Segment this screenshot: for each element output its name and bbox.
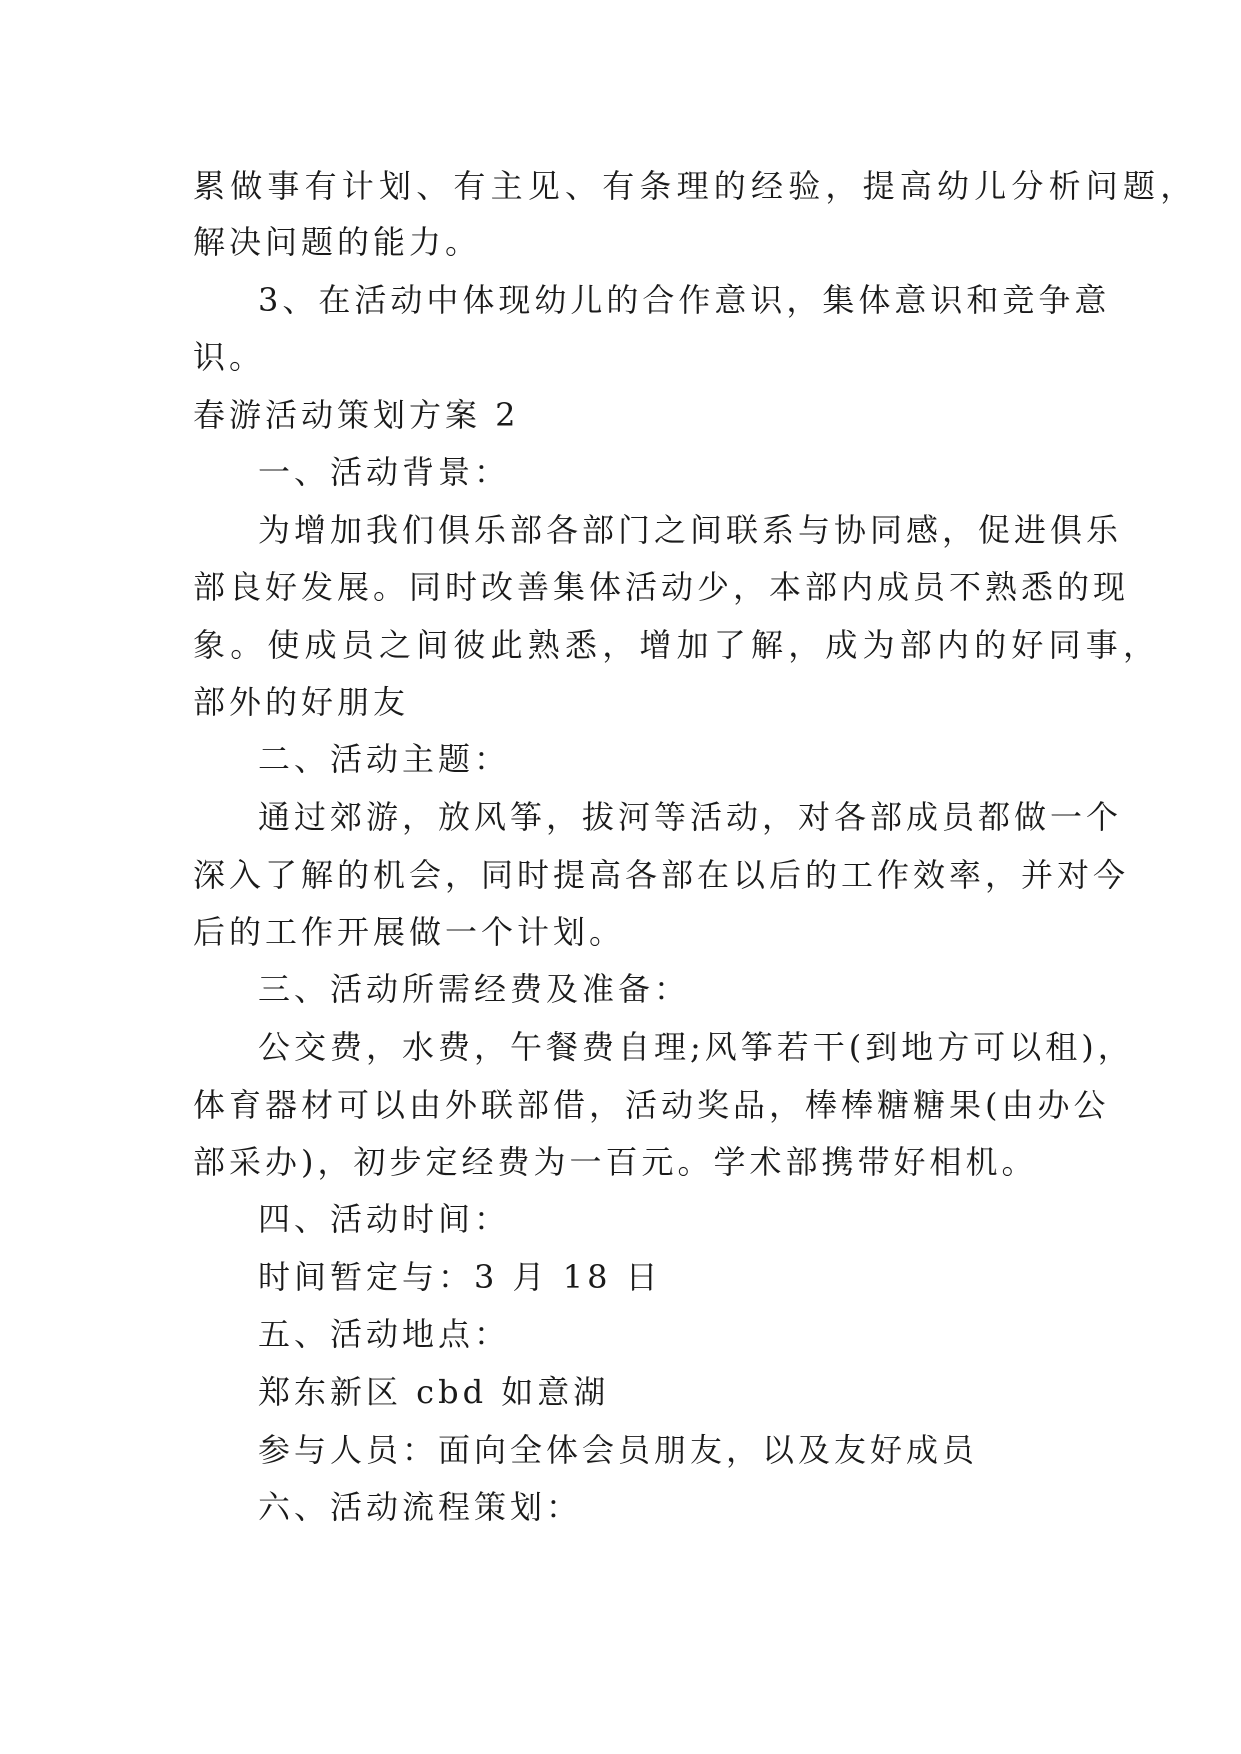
paragraph-line: 深入了解的机会，同时提高各部在以后的工作效率，并对今 — [193, 856, 1130, 894]
section-heading: 一、活动背景： — [258, 453, 511, 491]
paragraph-line: 参与人员：面向全体会员朋友，以及友好成员 — [258, 1431, 979, 1469]
section-heading: 五、活动地点： — [258, 1315, 511, 1353]
paragraph-line: 部良好发展。同时改善集体活动少，本部内成员不熟悉的现 — [193, 568, 1130, 606]
section-heading: 四、活动时间： — [258, 1200, 511, 1238]
paragraph-line: 部外的好朋友 — [193, 683, 410, 721]
section-heading: 二、活动主题： — [258, 740, 511, 778]
paragraph-line: 时间暂定与：3 月 18 日 — [258, 1258, 662, 1296]
paragraph-line: 解决问题的能力。 — [193, 223, 482, 261]
paragraph-line: 公交费，水费，午餐费自理;风筝若干(到地方可以租)， — [258, 1028, 1134, 1066]
paragraph-line: 体育器材可以由外联部借，活动奖品，棒棒糖糖果(由办公 — [193, 1086, 1110, 1124]
paragraph-line: 识。 — [193, 338, 266, 376]
paragraph-line: 象。使成员之间彼此熟悉，增加了解，成为部内的好同事， — [193, 626, 1161, 664]
paragraph-line: 3、在活动中体现幼儿的合作意识，集体意识和竞争意 — [258, 281, 1111, 319]
section-title: 春游活动策划方案 2 — [193, 396, 520, 434]
paragraph-line: 部采办)，初步定经费为一百元。学术部携带好相机。 — [193, 1143, 1038, 1181]
paragraph-line: 为增加我们俱乐部各部门之间联系与协同感，促进俱乐 — [258, 511, 1123, 549]
paragraph-line: 通过郊游，放风筝，拔河等活动，对各部成员都做一个 — [258, 798, 1123, 836]
section-heading: 三、活动所需经费及准备： — [258, 970, 691, 1008]
paragraph-line: 后的工作开展做一个计划。 — [193, 913, 626, 951]
paragraph-line: 累做事有计划、有主见、有条理的经验，提高幼儿分析问题， — [193, 167, 1198, 205]
section-heading: 六、活动流程策划： — [258, 1488, 583, 1526]
paragraph-line: 郑东新区 cbd 如意湖 — [258, 1373, 610, 1411]
